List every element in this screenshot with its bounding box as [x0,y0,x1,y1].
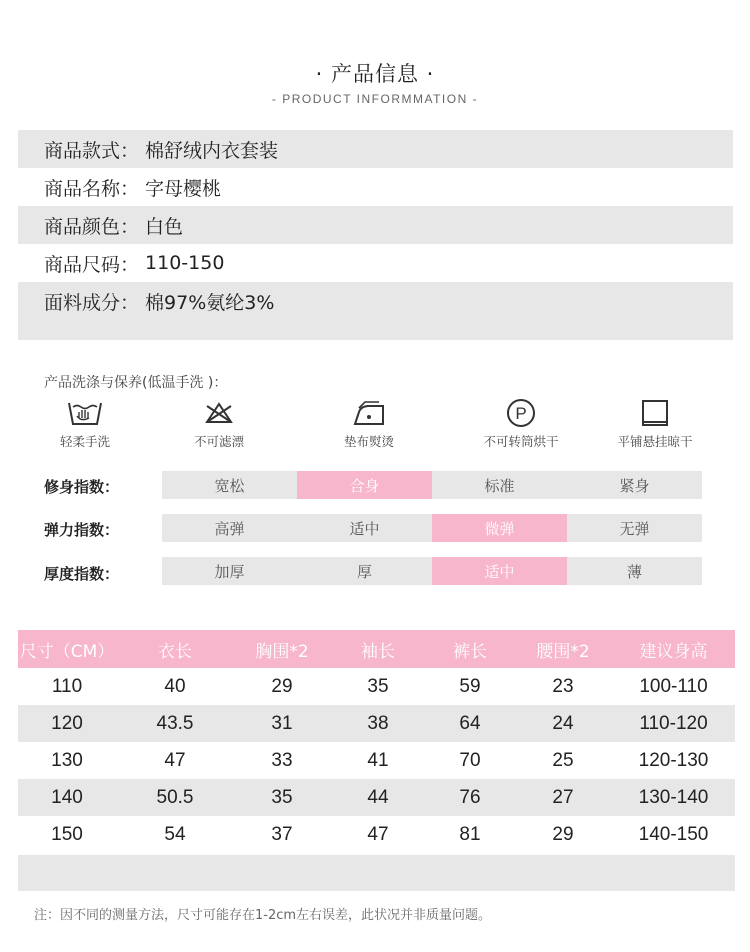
info-value: 白色 [145,215,184,238]
info-row-name [18,168,733,206]
info-row-size [18,244,733,282]
thickness-option-selected: 适中 [432,557,567,585]
table-cell: 120-130 [638,749,709,771]
elasticity-index-label: 弹力指数： [44,521,120,539]
page-title: · 产品信息 · [315,62,435,86]
table-row [18,779,735,816]
info-label: 商品款式： [44,139,140,162]
info-bottom-band [18,318,733,340]
care-item-iron [314,398,424,450]
info-value: 110-150 [145,252,225,274]
table-row [18,816,735,853]
table-cell: 140-150 [638,823,709,845]
care-label: 不可滤漂 [193,434,244,449]
hand-wash-icon [65,398,105,428]
thickness-option: 加厚 [162,557,297,585]
table-cell: 64 [459,712,481,734]
info-row-color [18,206,733,244]
table-cell: 110-120 [639,712,708,734]
care-item-hand-wash [30,398,140,450]
table-cell: 35 [271,786,293,808]
table-cell: 54 [164,823,186,845]
table-cell: 40 [164,675,186,697]
header-cell: 建议身高 [639,641,708,662]
thickness-index-bar [162,557,702,585]
table-cell: 41 [367,749,389,771]
elasticity-option: 无弹 [567,514,702,542]
table-cell: 29 [552,823,574,845]
info-value: 棉舒绒内衣套装 [145,139,279,162]
info-label: 商品颜色： [44,215,140,238]
table-cell: 44 [367,786,389,808]
care-item-dry-flat [600,398,710,450]
care-item-no-bleach [164,398,274,450]
table-cell: 24 [552,712,574,734]
fit-option: 紧身 [567,471,702,499]
table-cell: 100-110 [639,675,708,697]
thickness-index-label: 厚度指数： [44,565,120,583]
table-row [18,742,735,779]
header-cell: 腰围*2 [536,641,590,662]
fit-index-label: 修身指数： [44,478,120,496]
elasticity-option: 高弹 [162,514,297,542]
dry-flat-icon [635,398,675,428]
header-cell: 尺寸（CM） [19,641,115,662]
care-label: 不可转筒烘干 [483,434,559,449]
care-label: 轻柔手洗 [59,434,110,449]
thickness-option: 薄 [567,557,702,585]
info-value: 棉97%氨纶3% [145,291,275,314]
svg-text:P: P [515,404,527,423]
fit-option: 宽松 [162,471,297,499]
table-row [18,705,735,742]
table-bottom-band [18,855,735,891]
table-cell: 76 [459,786,481,808]
table-cell: 120 [51,712,83,734]
info-value: 字母樱桃 [145,177,222,200]
info-row-style [18,130,733,168]
table-cell: 31 [271,712,293,734]
table-cell: 81 [459,823,481,845]
header-cell: 裤长 [453,641,487,662]
iron-icon [349,398,389,428]
info-label: 面料成分： [44,291,140,314]
no-tumble-dry-icon [501,398,541,428]
care-label: 平铺悬挂晾干 [617,434,693,449]
table-cell: 59 [459,675,481,697]
page-subtitle: - PRODUCT INFORMMATION - [271,92,479,106]
elasticity-option-selected: 微弹 [432,514,567,542]
measurement-note: 注：因不同的测量方法，尺寸可能存在1-2cm左右误差，此状况并非质量问题。 [34,908,492,923]
elasticity-index-bar [162,514,702,542]
care-item-no-tumble-dry [466,398,576,450]
fit-option-selected: 合身 [297,471,432,499]
thickness-option: 厚 [297,557,432,585]
info-label: 商品尺码： [44,253,140,276]
table-cell: 130 [51,749,83,771]
info-label: 商品名称： [44,177,140,200]
table-cell: 27 [552,786,574,808]
table-cell: 110 [51,675,83,697]
info-row-fabric [18,282,733,320]
fit-option: 标准 [432,471,567,499]
size-table [18,630,735,891]
table-cell: 47 [367,823,389,845]
table-cell: 140 [51,786,83,808]
table-cell: 150 [51,823,83,845]
table-cell: 38 [367,712,389,734]
table-cell: 130-140 [638,786,709,808]
table-cell: 47 [164,749,186,771]
table-cell: 29 [271,675,293,697]
care-title: 产品洗涤与保养(低温手洗 )： [44,375,228,391]
table-cell: 23 [552,675,574,697]
table-cell: 25 [552,749,574,771]
table-cell: 70 [459,749,481,771]
table-row [18,668,735,705]
header-cell: 袖长 [361,641,395,662]
header-cell: 胸围*2 [255,641,309,662]
elasticity-option: 适中 [297,514,432,542]
table-cell: 35 [367,675,389,697]
header-cell: 衣长 [158,641,192,662]
care-label: 垫布熨烫 [343,434,394,449]
table-cell: 50.5 [156,786,194,808]
fit-index-bar [162,471,702,499]
size-table-header [18,630,735,668]
table-cell: 37 [271,823,293,845]
no-bleach-icon [199,398,239,428]
table-cell: 43.5 [156,712,194,734]
table-cell: 33 [271,749,293,771]
